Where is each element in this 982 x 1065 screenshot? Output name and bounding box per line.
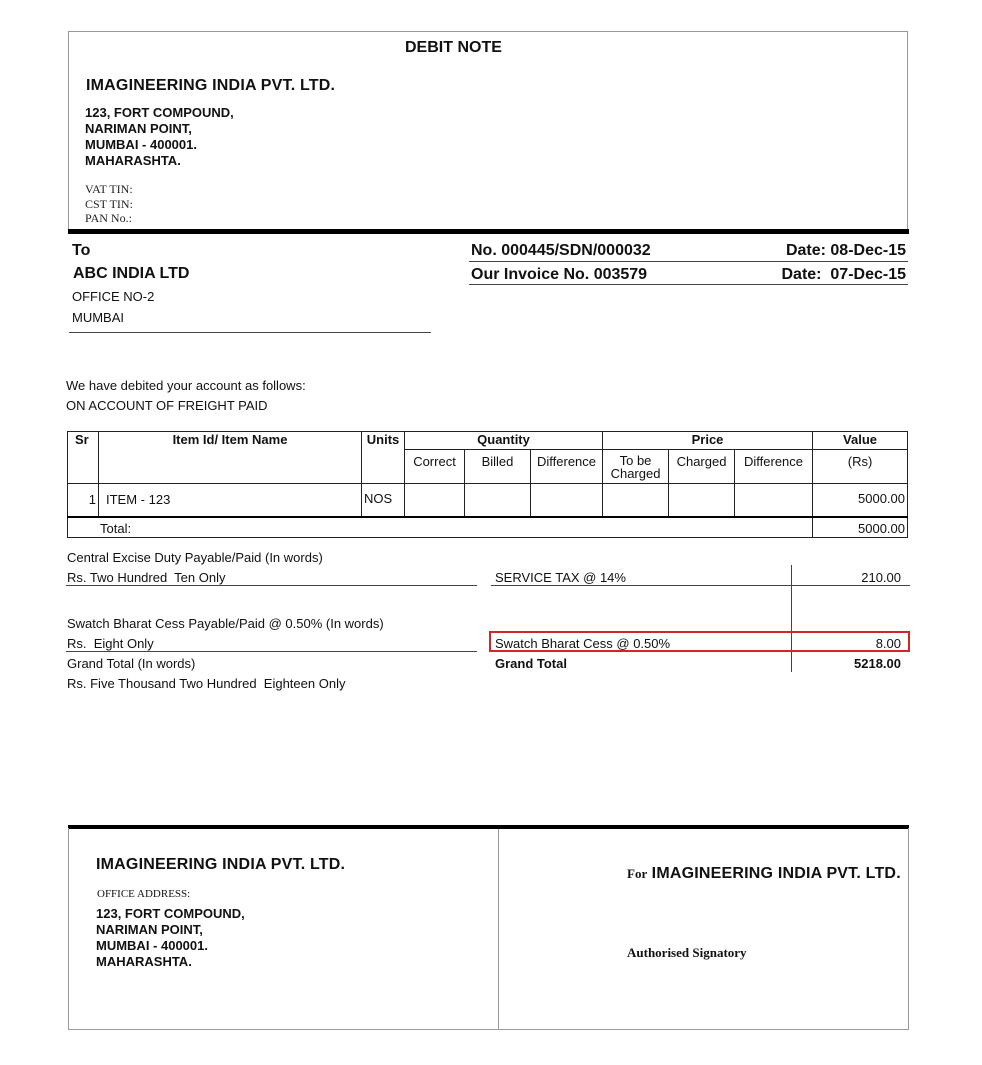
- col-price-difference-header: Difference: [735, 450, 813, 484]
- header-divider: [68, 229, 909, 234]
- address-line: MAHARASHTA.: [85, 153, 181, 168]
- address-line: MUMBAI - 400001.: [85, 137, 197, 152]
- cess-words: Rs. Eight Only: [67, 636, 154, 651]
- cess-row-label: Swatch Bharat Cess @ 0.50%: [495, 636, 671, 651]
- tax-ids: [85, 182, 133, 226]
- authorised-signatory: Authorised Signatory: [627, 945, 747, 960]
- cess-label: Swatch Bharat Cess Payable/Paid @ 0.50% (In words): [67, 616, 384, 631]
- meta-underline: [469, 261, 908, 262]
- grand-total-words: Rs. Five Thousand Two Hundred Eighteen Only: [67, 676, 346, 691]
- to-label: To: [72, 242, 91, 259]
- col-units-header: Units: [362, 432, 405, 484]
- for-company-name: IMAGINEERING INDIA PVT. LTD.: [651, 865, 901, 882]
- service-tax-label: SERVICE TAX @ 14%: [495, 570, 626, 585]
- cst-tin-label: CST TIN:: [85, 196, 133, 211]
- note-date: Date: 08-Dec-15: [785, 242, 906, 259]
- service-tax-value: 210.00: [861, 570, 901, 585]
- col-charged-header: Charged: [669, 450, 735, 484]
- note-number: No. 000445/SDN/000032: [471, 242, 651, 259]
- company-address: [85, 105, 234, 169]
- footer-company-name: IMAGINEERING INDIA PVT. LTD.: [96, 856, 346, 873]
- col-price-header: Price: [603, 432, 813, 450]
- company-name: IMAGINEERING INDIA PVT. LTD.: [86, 77, 336, 94]
- row-value: 5000.00: [813, 484, 908, 517]
- address-line: NARIMAN POINT,: [96, 922, 203, 937]
- col-billed-header: Billed: [465, 450, 531, 484]
- recipient-line2: MUMBAI: [72, 310, 124, 325]
- meta-underline: [469, 284, 908, 285]
- table-row: [68, 484, 908, 517]
- col-qty-difference-header: Difference: [531, 450, 603, 484]
- recipient-underline: [69, 332, 431, 333]
- row-item: ITEM - 123: [99, 484, 362, 517]
- footer-column-divider: [498, 829, 499, 1029]
- col-value-unit: (Rs): [813, 450, 908, 484]
- address-line: NARIMAN POINT,: [85, 121, 192, 136]
- total-row: [68, 517, 908, 538]
- document-title: DEBIT NOTE: [405, 39, 502, 56]
- row-sr: 1: [68, 484, 99, 517]
- intro-text: We have debited your account as follows:: [66, 378, 306, 393]
- intro-reason: ON ACCOUNT OF FREIGHT PAID: [66, 398, 268, 413]
- row-units: NOS: [362, 484, 405, 517]
- cess-row-value: 8.00: [875, 636, 901, 651]
- col-sr-header: Sr: [68, 432, 99, 484]
- service-tax-underline: [491, 585, 910, 586]
- address-line: 123, FORT COMPOUND,: [85, 105, 234, 120]
- grand-total-words-label: Grand Total (In words): [67, 656, 196, 671]
- summary-divider: [791, 565, 792, 672]
- for-company: [627, 865, 901, 883]
- recipient-line1: OFFICE NO-2: [72, 289, 155, 304]
- recipient-name: ABC INDIA LTD: [73, 265, 190, 282]
- excise-underline: [66, 585, 477, 586]
- total-label: Total:: [68, 517, 813, 538]
- excise-label: Central Excise Duty Payable/Paid (In words): [67, 550, 323, 565]
- col-quantity-header: Quantity: [405, 432, 603, 450]
- col-correct-header: Correct: [405, 450, 465, 484]
- footer-address: [96, 906, 245, 970]
- address-line: 123, FORT COMPOUND,: [96, 906, 245, 921]
- for-label: For: [627, 866, 648, 881]
- col-item-header: Item Id/ Item Name: [99, 432, 362, 484]
- col-to-be-charged-header: To be Charged: [603, 450, 669, 484]
- total-value: 5000.00: [813, 517, 908, 538]
- office-address-label: OFFICE ADDRESS:: [97, 888, 191, 900]
- address-line: MAHARASHTA.: [96, 954, 192, 969]
- address-line: MUMBAI - 400001.: [96, 938, 208, 953]
- invoice-date: Date: 07-Dec-15: [781, 266, 906, 283]
- pan-label: PAN No.:: [85, 211, 132, 225]
- cess-underline: [66, 651, 477, 652]
- vat-tin-label: VAT TIN:: [85, 182, 133, 196]
- grand-total-label: Grand Total: [495, 656, 567, 671]
- col-value-header: Value: [813, 432, 908, 450]
- grand-total-value: 5218.00: [854, 656, 901, 671]
- invoice-number: Our Invoice No. 003579: [471, 266, 648, 283]
- excise-words: Rs. Two Hundred Ten Only: [67, 570, 226, 585]
- items-table: [67, 431, 908, 538]
